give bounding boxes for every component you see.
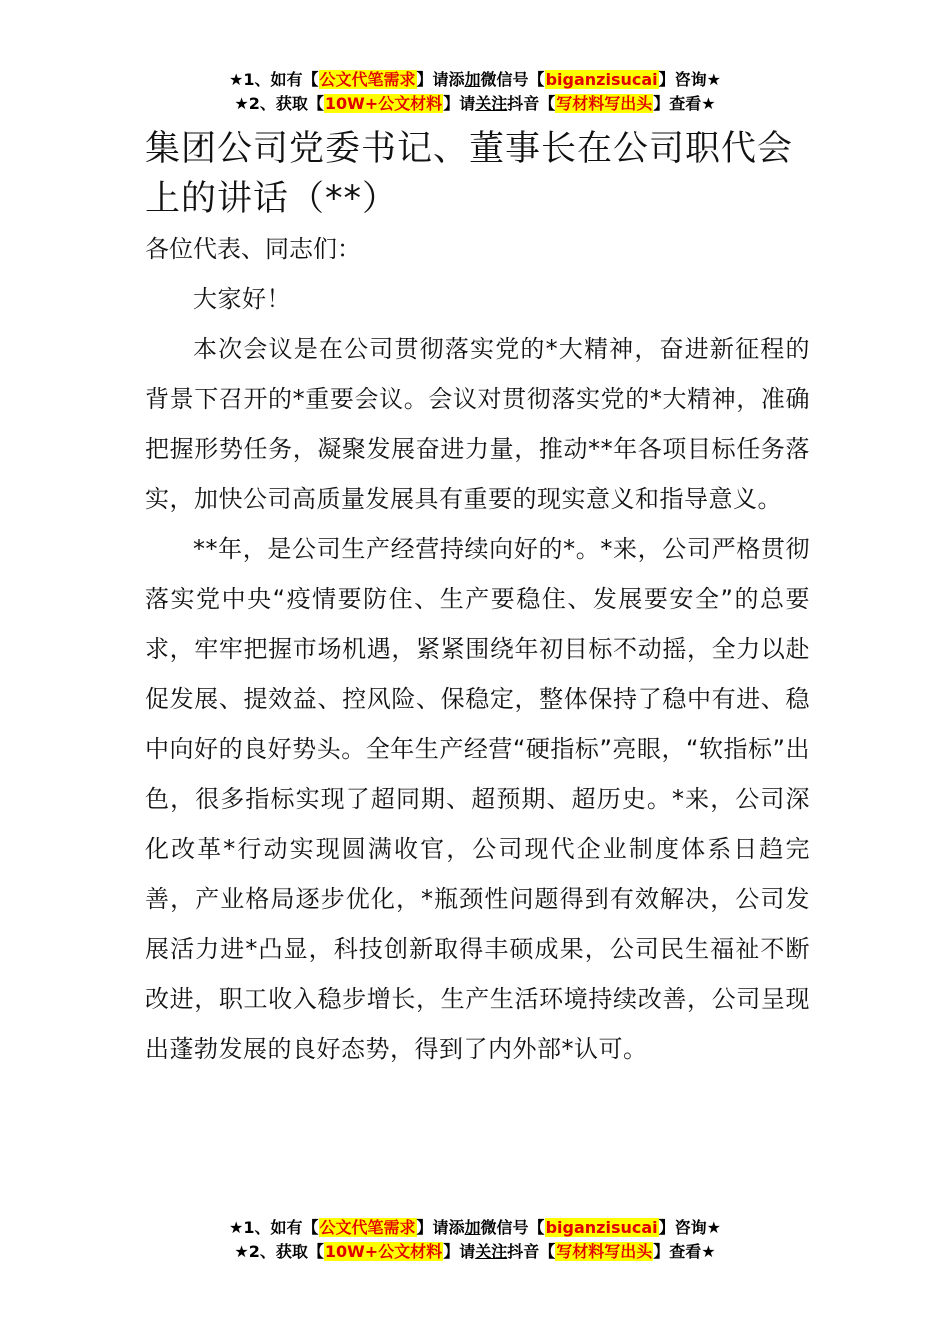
paragraph-meeting-intro: 本次会议是在公司贯彻落实党的*大精神，奋进新征程的背景下召开的*重要会议。会议对贯彻落实党的*大精神，准确把握形势任务，凝聚发展奋进力量，推动**年各项目标任务落实，加快公司高质量发展具有重要的现实意义和指导意义。 (145, 335, 810, 513)
promo-highlight-wechat-id: biganzisucai (545, 1218, 658, 1237)
document-body (145, 124, 810, 1074)
promo-line-1: ★1、如有【公文代笔需求】请添加微信号【biganzisucai】咨询★ (229, 70, 721, 89)
promo-highlight: 公文代笔需求 (319, 1218, 416, 1237)
promo-highlight: 10W+公文材料 (324, 1242, 443, 1261)
promo-line-2: ★2、获取【10W+公文材料】请关注抖音【写材料写出头】查看★ (234, 1242, 716, 1261)
promo-line-2: ★2、获取【10W+公文材料】请关注抖音【写材料写出头】查看★ (234, 94, 716, 113)
paragraph-annual-review: **年，是公司生产经营持续向好的*。*来，公司严格贯彻落实党中央“疫情要防住、生产要稳住、发展要安全”的总要求，牢牢把握市场机遇，紧紧围绕年初目标不动摇，全力以赴促发展、提效益、控风险、保稳定，整体保持了稳中有进、稳中向好的良好势头。全年生产经营“硬指标”亮眼，“软指标”出色，很多指标实现了超同期、超预期、超历史。*来，公司深化改革*行动实现圆满收官，公司现代企业制度体系日趋完善，产业格局逐步优化，*瓶颈性问题得到有效解决，公司发展活力进*凸显，科技创新取得丰硕成果，公司民生福祉不断改进，职工收入稳步增长，生产生活环境持续改善，公司呈现出蓬勃发展的良好态势，得到了内外部*认可。 (145, 535, 810, 1063)
salutation: 各位代表、同志们： (145, 235, 361, 263)
document-title: 集团公司党委书记、董事长在公司职代会上的讲话（**） (145, 129, 794, 219)
promo-highlight: 公文代笔需求 (319, 70, 416, 89)
paragraph-greeting: 大家好！ (193, 285, 291, 313)
promo-highlight-wechat-id: biganzisucai (545, 70, 658, 89)
promo-highlight-douyin: 写材料写出头 (556, 94, 653, 113)
promo-highlight-douyin: 写材料写出头 (556, 1242, 653, 1261)
promo-banner-top (0, 68, 950, 116)
promo-highlight: 10W+公文材料 (324, 94, 443, 113)
promo-banner-bottom (0, 1216, 950, 1264)
promo-line-1: ★1、如有【公文代笔需求】请添加微信号【biganzisucai】咨询★ (229, 1218, 721, 1237)
